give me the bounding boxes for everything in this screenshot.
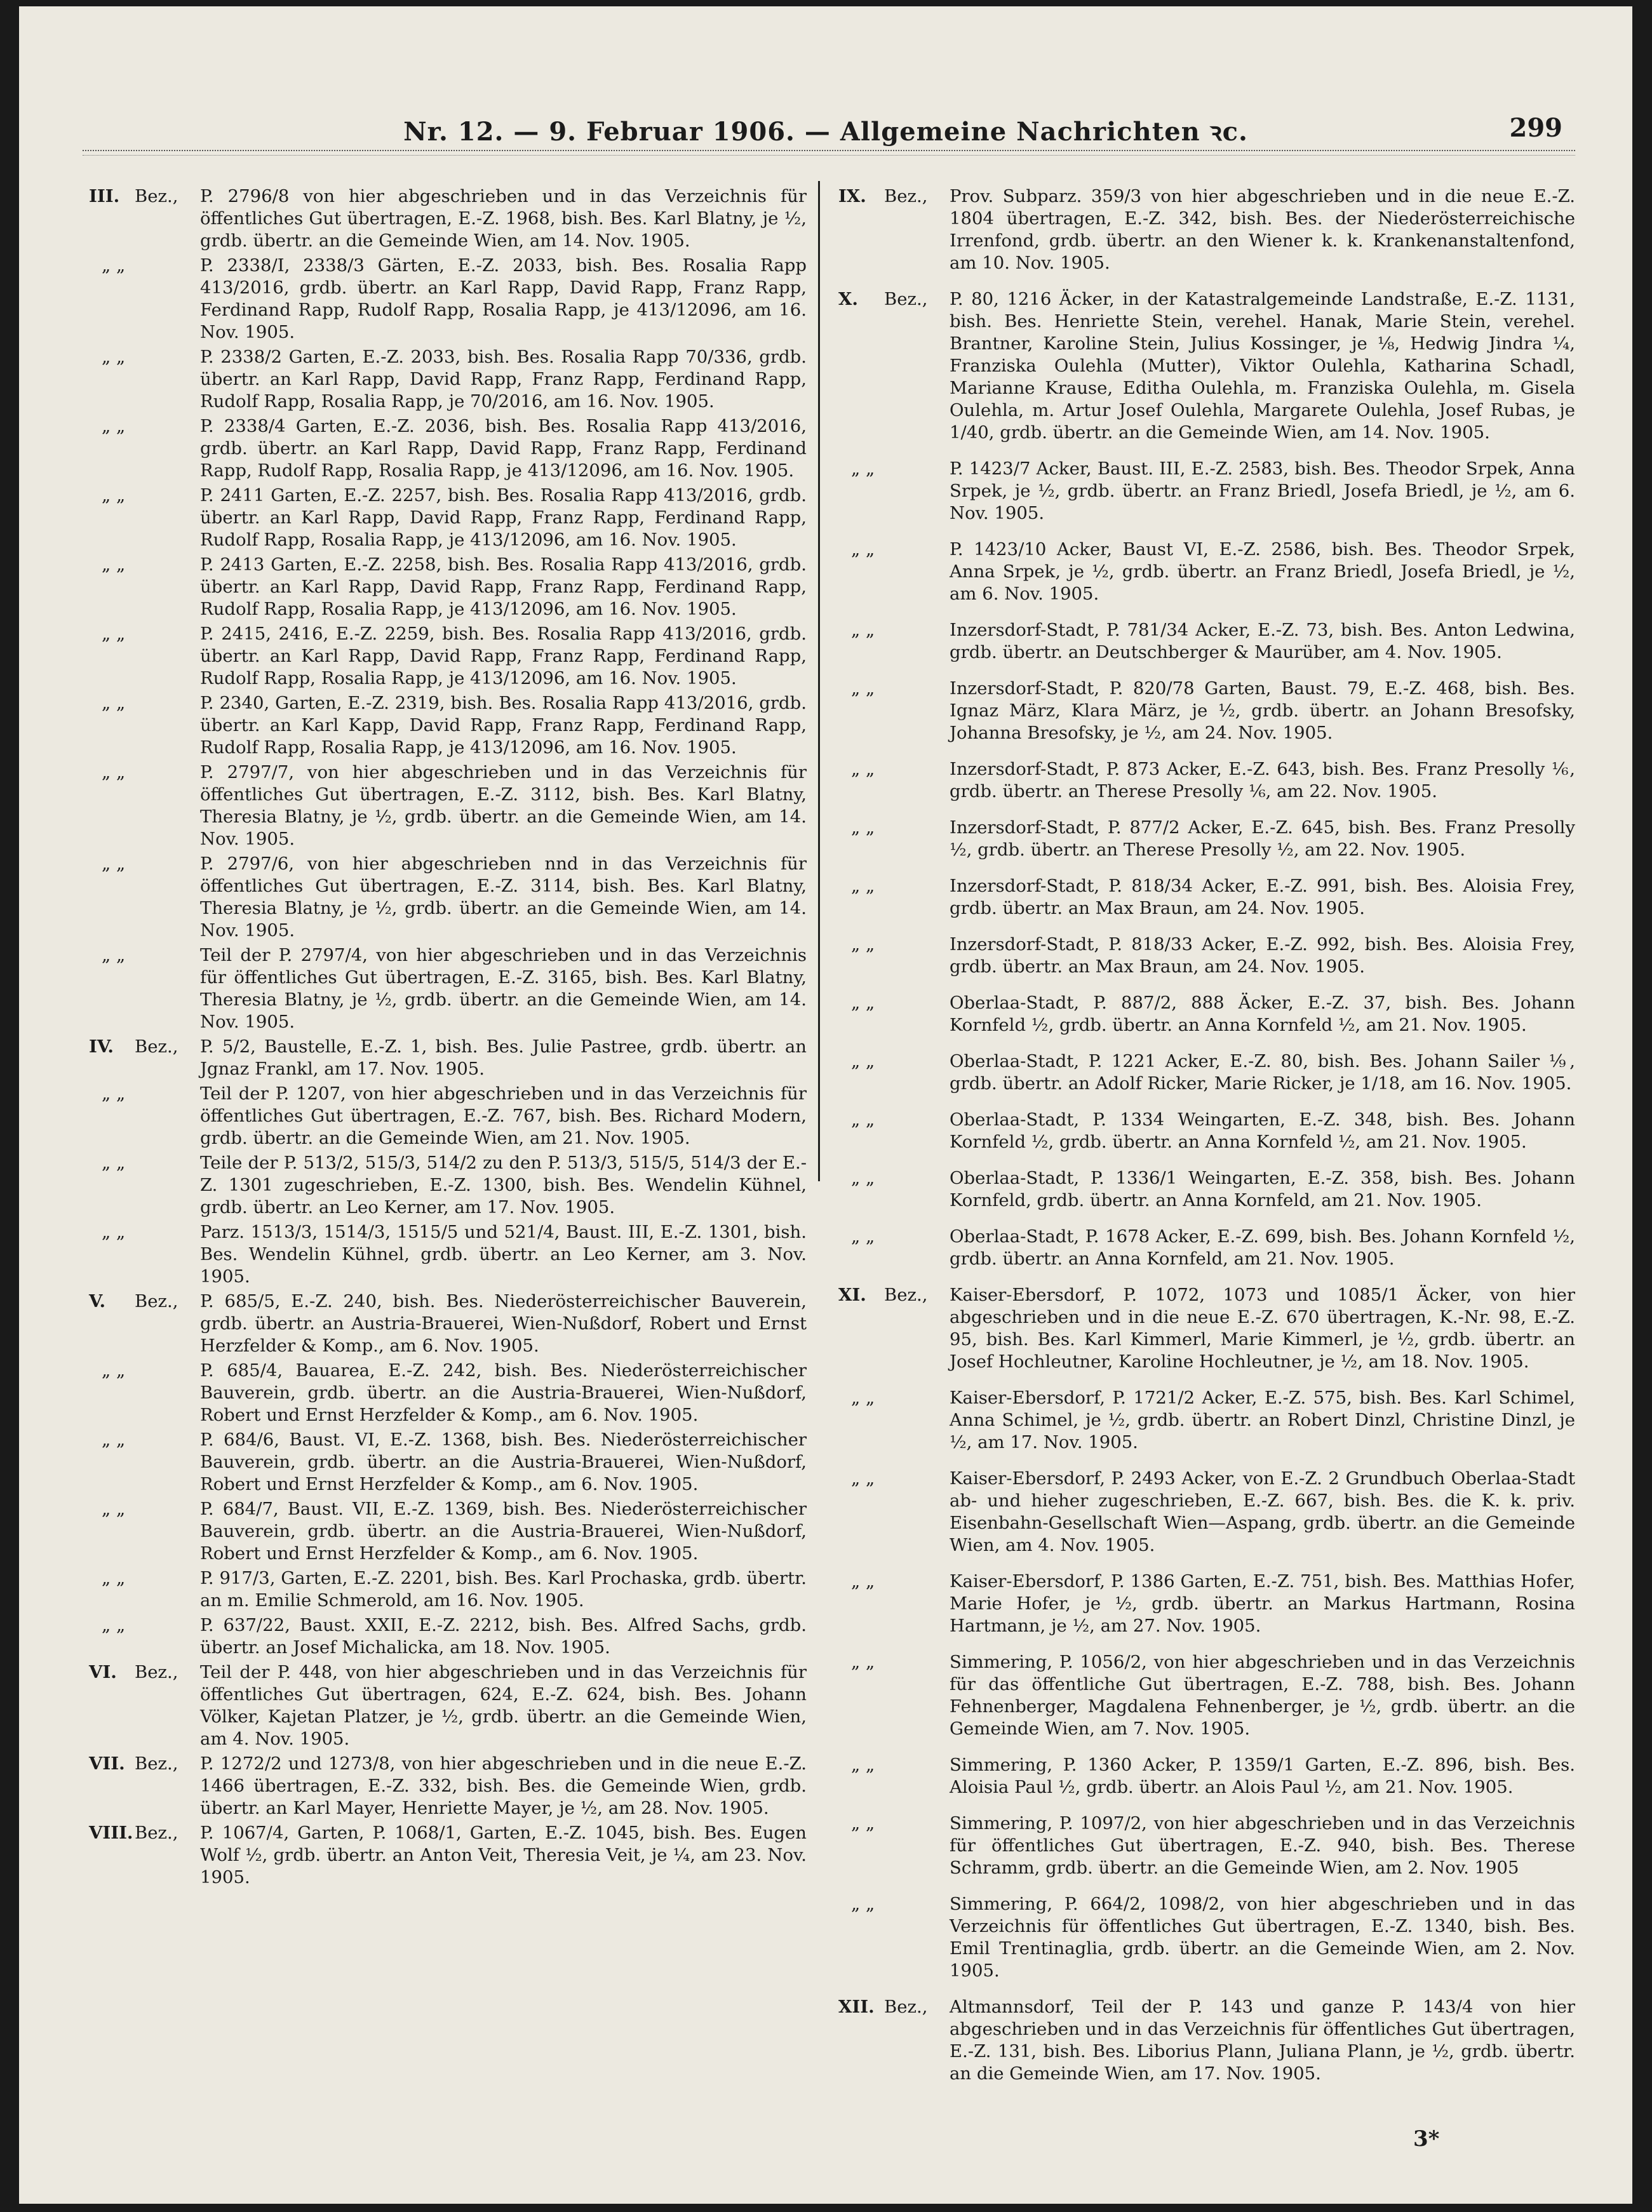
district-abbrev: Bez., [884,289,928,309]
ditto-mark: „ „ [102,1360,126,1381]
district-numeral: V. [89,1291,106,1311]
entry-text: P. 1423/10 Acker, Baust VI, E.-Z. 2586, bish. Bes. Theodor Srpek, Anna Srpek, je ½, grdb. übertr. an Franz Briedl, Josefa Briedl, je ½, am 6. Nov. 1905. [950,539,1575,604]
register-entry [89,1290,807,1357]
entry-text: P. 1067/4, Garten, P. 1068/1, Garten, E.-Z. 1045, bish. Bes. Eugen Wolf ½, grdb. übertr. an Anton Veit, Theresia Veit, je ¼, am 23. Nov. 1905. [200,1823,807,1887]
entry-text: P. 684/6, Baust. VI, E.-Z. 1368, bish. Bes. Niederösterreichischer Bauverein, grdb. übertr. an die Austria-Brauerei, Wien-Nußdorf, Robert und Ernst Herzfelder & Komp., am 6. Nov. 1905. [200,1430,807,1494]
register-entry [838,875,1575,920]
ditto-mark: „ „ [102,255,126,276]
ditto-mark: „ „ [102,1430,126,1450]
entry-label [838,1813,950,1879]
register-entry [89,554,807,620]
entry-label [838,1651,950,1740]
ditto-mark: „ „ [851,1051,875,1071]
district-abbrev: Bez., [884,186,928,206]
register-entry [838,934,1575,978]
register-entry [838,1468,1575,1557]
ditto-mark: „ „ [851,1813,875,1833]
entry-text: Kaiser-Ebersdorf, P. 1072, 1073 und 1085/1 Äcker, von hier abgeschrieben und in die neue E.-Z. 670 übertragen, K.-Nr. 98, E.-Z. 95, bish. Bes. Karl Kimmerl, Marie Kimmerl, je ½, grdb. übertr. an Josef Hochleutner, Karoline Hochleutner, je ½, am 18. Nov. 1905. [950,1285,1575,1372]
entry-text: Inzersdorf-Stadt, P. 877/2 Acker, E.-Z. 645, bish. Bes. Franz Presolly ½, grdb. übertr. an Therese Presolly ½, am 22. Nov. 1905. [950,817,1575,860]
register-entry [89,1661,807,1750]
ditto-mark: „ „ [851,1388,875,1408]
entry-text: P. 2415, 2416, E.-Z. 2259, bish. Bes. Rosalia Rapp 413/2016, grdb. übertr. an Karl Rapp, David Rapp, Franz Rapp, Ferdinand Rapp, Rudolf Rapp, Rosalia Rapp, je 413/12096, am 16. Nov. 1905. [200,624,807,688]
entry-label [838,1050,950,1095]
entry-label [89,853,200,942]
ditto-mark: „ „ [851,1652,875,1672]
ditto-mark: „ „ [102,1083,126,1104]
register-entry [838,458,1575,525]
ditto-mark: „ „ [851,876,875,896]
register-entry [89,346,807,413]
register-entry [838,288,1575,444]
register-entry [89,944,807,1033]
ditto-mark: „ „ [102,347,126,367]
entry-label [89,1753,200,1820]
ditto-mark: „ „ [851,678,875,699]
entry-text: P. 2338/2 Garten, E.-Z. 2033, bish. Bes. Rosalia Rapp 70/336, grdb. übertr. an Karl Rapp, David Rapp, Franz Rapp, Ferdinand Rapp, Rudolf Rapp, Rosalia Rapp, je 70/2016, am 16. Nov. 1905. [200,347,807,412]
register-entry [838,1996,1575,2085]
entry-text: P. 2411 Garten, E.-Z. 2257, bish. Bes. Rosalia Rapp 413/2016, grdb. übertr. an Karl Rapp, David Rapp, Franz Rapp, Ferdinand Rapp, Rudolf Rapp, Rosalia Rapp, je 413/12096, am 16. Nov. 1905. [200,485,807,550]
entry-label [838,817,950,861]
entry-label [838,1571,950,1637]
page-header [19,113,1632,151]
district-numeral: XI. [838,1285,866,1305]
entry-label [838,1754,950,1799]
ditto-mark: „ „ [102,624,126,644]
entry-text: Simmering, P. 664/2, 1098/2, von hier abgeschrieben und in das Verzeichnis für öffentliches Gut übertragen, E.-Z. 1340, bish. Bes. Emil Trentinaglia, grdb. übertr. an die Gemeinde Wien, am 2. Nov. 1905. [950,1894,1575,1981]
right-column [838,185,1575,2099]
register-entry [89,255,807,344]
entry-label [89,623,200,690]
header-title: Nr. 12. — 9. Februar 1906. — Allgemeine Nachrichten ꝛc. [403,117,1248,147]
register-entry [89,1822,807,1889]
entry-text: P. 2338/I, 2338/3 Gärten, E.-Z. 2033, bish. Bes. Rosalia Rapp 413/2016, grdb. übertr. an Karl Rapp, David Rapp, Franz Rapp, Ferdinand Rapp, Rudolf Rapp, Rosalia Rapp, je 413/12096, am 16. Nov. 1905. [200,255,807,342]
ditto-mark: „ „ [851,759,875,779]
entry-label [89,1567,200,1612]
register-entry [838,817,1575,861]
entry-label [838,1167,950,1212]
register-entry [89,1152,807,1219]
entry-label [89,761,200,850]
entry-label [89,185,200,252]
ditto-mark: „ „ [102,762,126,782]
entry-text: P. 637/22, Baust. XXII, E.-Z. 2212, bish. Bes. Alfred Sachs, grdb. übertr. an Josef Michalicka, am 18. Nov. 1905. [200,1615,807,1658]
entry-label [89,485,200,551]
entry-label [838,1226,950,1270]
entry-text: P. 2413 Garten, E.-Z. 2258, bish. Bes. Rosalia Rapp 413/2016, grdb. übertr. an Karl Rapp, David Rapp, Franz Rapp, Ferdinand Rapp, Rudolf Rapp, Rosalia Rapp, je 413/12096, am 16. Nov. 1905. [200,554,807,619]
entry-text: P. 685/4, Bauarea, E.-Z. 242, bish. Bes. Niederösterreichischer Bauverein, grdb. übertr. an die Austria-Brauerei, Wien-Nußdorf, Robert und Ernst Herzfelder & Komp., am 6. Nov. 1905. [200,1360,807,1425]
entry-label [89,1661,200,1750]
register-entry [838,619,1575,664]
register-entry [89,1083,807,1150]
district-abbrev: Bez., [884,1285,928,1305]
ditto-mark: „ „ [102,1153,126,1173]
entry-label [89,944,200,1033]
entry-label [838,1109,950,1153]
district-numeral: VIII. [89,1823,133,1843]
ditto-mark: „ „ [102,945,126,965]
district-abbrev: Bez., [135,1753,178,1774]
ditto-mark: „ „ [851,459,875,479]
register-entry [89,1567,807,1612]
register-entry [838,1893,1575,1982]
entry-text: P. 917/3, Garten, E.-Z. 2201, bish. Bes. Karl Prochaska, grdb. übertr. an m. Emilie Schmerold, am 16. Nov. 1905. [200,1568,807,1611]
register-entry [89,1498,807,1565]
entry-label [89,1822,200,1889]
entry-text: Inzersdorf-Stadt, P. 820/78 Garten, Baust. 79, E.-Z. 468, bish. Bes. Ignaz März, Klara März, je ½, grdb. übertr. an Johann Bresofsky, Johanna Bresofsky, je ½, am 24. Nov. 1905. [950,678,1575,743]
entry-text: Inzersdorf-Stadt, P. 818/34 Acker, E.-Z. 991, bish. Bes. Aloisia Frey, grdb. übertr. an Max Braun, am 24. Nov. 1905. [950,876,1575,918]
entry-text: Kaiser-Ebersdorf, P. 1721/2 Acker, E.-Z. 575, bish. Bes. Karl Schimel, Anna Schimel, je ½, grdb. übertr. an Robert Dinzl, Christine Dinzl, je ½, am 17. Nov. 1905. [950,1388,1575,1452]
register-entry [89,415,807,482]
district-numeral: VI. [89,1662,117,1682]
register-entry [838,678,1575,744]
ditto-mark: „ „ [102,1222,126,1242]
entry-text: Teil der P. 2797/4, von hier abgeschrieben und in das Verzeichnis für öffentliches Gut übertragen, E.-Z. 3165, bish. Bes. Karl Blatny, Theresia Blatny, je ½, grdb. übertr. an die Gemeinde Wien, am 14. Nov. 1905. [200,945,807,1032]
register-entry [89,1036,807,1080]
entry-label [89,1152,200,1219]
page-sheet [19,6,1632,2204]
register-entry [89,1753,807,1820]
page-number: 299 [1509,113,1562,143]
register-entry [89,623,807,690]
entry-label [89,692,200,759]
left-column [89,185,807,1891]
entry-label [838,1284,950,1373]
entry-label [89,1036,200,1080]
district-numeral: X. [838,289,858,309]
entry-text: Simmering, P. 1056/2, von hier abgeschrieben und in das Verzeichnis für das öffentliche Gut übertragen, E.-Z. 788, bish. Bes. Johann Fehnenberger, Magdalena Fehnenberger, je ½, grdb. übertr. an die Gemeinde Wien, am 7. Nov. 1905. [950,1652,1575,1739]
entry-label [838,758,950,803]
district-abbrev: Bez., [135,1662,178,1682]
entry-label [89,1614,200,1659]
entry-label [838,1468,950,1557]
entry-text: Kaiser-Ebersdorf, P. 2493 Acker, von E.-Z. 2 Grundbuch Oberlaa-Stadt ab- und hieher zugeschrieben, E.-Z. 667, bish. Bes. die K. k. priv. Eisenbahn-Gesellschaft Wien—Aspang, grdb. übertr. an die Gemeinde Wien, am 4. Nov. 1905. [950,1468,1575,1555]
register-entry [89,692,807,759]
entry-text: P. 2797/6, von hier abgeschrieben nnd in das Verzeichnis für öffentliches Gut übertragen, E.-Z. 3114, bish. Bes. Karl Blatny, Theresia Blatny, je ½, grdb. übertr. an die Gemeinde Wien, am 14. Nov. 1905. [200,854,807,941]
entry-text: Kaiser-Ebersdorf, P. 1386 Garten, E.-Z. 751, bish. Bes. Matthias Hofer, Marie Hofer, je ½, grdb. übertr. an Markus Hartmann, Rosina Hartmann, je ½, am 27. Nov. 1905. [950,1571,1575,1636]
ditto-mark: „ „ [851,1168,875,1188]
register-entry [838,1167,1575,1212]
header-rule [83,150,1575,156]
ditto-mark: „ „ [851,1226,875,1247]
register-entry [838,1571,1575,1637]
entry-text: Inzersdorf-Stadt, P. 818/33 Acker, E.-Z. 992, bish. Bes. Aloisia Frey, grdb. übertr. an Max Braun, am 24. Nov. 1905. [950,934,1575,977]
ditto-mark: „ „ [102,485,126,506]
district-numeral: XII. [838,1997,875,2017]
register-entry [838,185,1575,274]
entry-label [838,1893,950,1982]
ditto-mark: „ „ [102,1615,126,1635]
ditto-mark: „ „ [851,993,875,1013]
signature-mark: 3* [1413,2126,1440,2152]
entry-text: P. 1423/7 Acker, Baust. III, E.-Z. 2583, bish. Bes. Theodor Srpek, Anna Srpek, je ½, grdb. übertr. an Franz Briedl, Josefa Briedl, je ½, am 6. Nov. 1905. [950,459,1575,523]
entry-label [838,992,950,1036]
register-entry [89,761,807,850]
ditto-mark: „ „ [851,1571,875,1592]
ditto-mark: „ „ [851,539,875,560]
entry-label [89,1221,200,1288]
ditto-mark: „ „ [851,620,875,640]
ditto-mark: „ „ [102,1568,126,1588]
entry-text: Parz. 1513/3, 1514/3, 1515/5 und 521/4, Baust. III, E.-Z. 1301, bish. Bes. Wendelin Kühnel, grdb. übertr. an Leo Kerner, am 3. Nov. 1905. [200,1222,807,1287]
entry-text: Oberlaa-Stadt, P. 1334 Weingarten, E.-Z. 348, bish. Bes. Johann Kornfeld ½, grdb. übertr. an Anna Kornfeld ½, am 21. Nov. 1905. [950,1109,1575,1152]
register-entry [838,1050,1575,1095]
entry-label [838,288,950,444]
district-abbrev: Bez., [135,186,178,206]
entry-text: Inzersdorf-Stadt, P. 873 Acker, E.-Z. 643, bish. Bes. Franz Presolly ⅙, grdb. übertr. an Therese Presolly ⅙, am 22. Nov. 1905. [950,759,1575,801]
entry-label [838,1996,950,2085]
ditto-mark: „ „ [102,854,126,874]
ditto-mark: „ „ [851,1755,875,1775]
entry-label [89,1083,200,1150]
register-entry [838,539,1575,605]
entry-label [838,934,950,978]
column-divider [818,181,820,1181]
ditto-mark: „ „ [102,416,126,436]
entry-text: Simmering, P. 1097/2, von hier abgeschrieben und in das Verzeichnis für öffentliches Gut übertragen, E.-Z. 940, bish. Bes. Therese Schramm, grdb. übertr. an die Gemeinde Wien, am 2. Nov. 1905 [950,1813,1575,1878]
entry-text: P. 2340, Garten, E.-Z. 2319, bish. Bes. Rosalia Rapp 413/2016, grdb. übertr. an Karl Kapp, David Rapp, Franz Rapp, Ferdinand Rapp, Rudolf Rapp, Rosalia Rapp, je 413/12096, am 16. Nov. 1905. [200,693,807,758]
entry-label [89,1498,200,1565]
entry-label [838,539,950,605]
entry-label [838,875,950,920]
entry-label [89,346,200,413]
register-entry [838,758,1575,803]
district-abbrev: Bez., [884,1997,928,2017]
entry-text: P. 1272/2 und 1273/8, von hier abgeschrieben und in die neue E.-Z. 1466 übertragen, E.-Z. 332, bish. Bes. die Gemeinde Wien, grdb. übertr. an Karl Mayer, Henriette Mayer, je ½, am 28. Nov. 1905. [200,1753,807,1818]
entry-text: Oberlaa-Stadt, P. 887/2, 888 Äcker, E.-Z. 37, bish. Bes. Johann Kornfeld ½, grdb. übertr. an Anna Kornfeld ½, am 21. Nov. 1905. [950,993,1575,1035]
entry-label [838,1387,950,1454]
register-entry [89,853,807,942]
ditto-mark: „ „ [851,1468,875,1489]
district-abbrev: Bez., [135,1291,178,1311]
entry-label [838,678,950,744]
district-numeral: III. [89,186,120,206]
ditto-mark: „ „ [851,934,875,955]
district-abbrev: Bez., [135,1036,178,1057]
entry-label [89,1360,200,1426]
entry-text: P. 2797/7, von hier abgeschrieben und in das Verzeichnis für öffentliches Gut übertragen, E.-Z. 3112, bish. Bes. Karl Blatny, Theresia Blatny, je ½, grdb. übertr. an die Gemeinde Wien, am 14. Nov. 1905. [200,762,807,849]
entry-label [89,415,200,482]
entry-label [89,554,200,620]
entry-text: Simmering, P. 1360 Acker, P. 1359/1 Garten, E.-Z. 896, bish. Bes. Aloisia Paul ½, grdb. übertr. an Alois Paul ½, am 21. Nov. 1905. [950,1755,1575,1797]
entry-text: Altmannsdorf, Teil der P. 143 und ganze P. 143/4 von hier abgeschrieben und in das Verzeichnis für öffentliches Gut übertragen, E.-Z. 131, bish. Bes. Liborius Plann, Juliana Plann, je ½, grdb. übertr. an die Gemeinde Wien, am 17. Nov. 1905. [950,1997,1575,2084]
register-entry [89,1360,807,1426]
entry-text: P. 685/5, E.-Z. 240, bish. Bes. Niederösterreichischer Bauverein, grdb. übertr. an Austria-Brauerei, Wien-Nußdorf, Robert und Ernst Herzfelder & Komp., am 6. Nov. 1905. [200,1291,807,1356]
entry-text: Oberlaa-Stadt, P. 1221 Acker, E.-Z. 80, bish. Bes. Johann Sailer ⅑, grdb. übertr. an Adolf Ricker, Marie Ricker, je 1/18, am 16. Nov. 1905. [950,1051,1575,1094]
register-entry [838,1109,1575,1153]
district-numeral: IV. [89,1036,114,1057]
entry-text: Inzersdorf-Stadt, P. 781/34 Acker, E.-Z. 73, bish. Bes. Anton Ledwina, grdb. übertr. an Deutschberger & Maurüber, am 4. Nov. 1905. [950,620,1575,662]
entry-text: P. 2338/4 Garten, E.-Z. 2036, bish. Bes. Rosalia Rapp 413/2016, grdb. übertr. an Karl Rapp, David Rapp, Franz Rapp, Ferdinand Rapp, Rudolf Rapp, Rosalia Rapp, je 413/12096, am 16. Nov. 1905. [200,416,807,481]
register-entry [838,992,1575,1036]
entry-text: Teil der P. 448, von hier abgeschrieben und in das Verzeichnis für öffentliches Gut übertragen, 624, E.-Z. 624, bish. Bes. Johann Völker, Kajetan Platzer, je ½, grdb. übertr. an die Gemeinde Wien, am 4. Nov. 1905. [200,1662,807,1749]
register-entry [838,1754,1575,1799]
entry-label [89,255,200,344]
entry-text: Prov. Subparz. 359/3 von hier abgeschrieben und in die neue E.-Z. 1804 übertragen, E.-Z. 342, bish. Bes. der Niederösterreichische Irrenfond, grdb. übertr. an den Wiener k. k. Krankenanstaltenfond, am 10. Nov. 1905. [950,186,1575,273]
entry-label [89,1290,200,1357]
entry-text: Teile der P. 513/2, 515/3, 514/2 zu den P. 513/3, 515/5, 514/3 der E.-Z. 1301 zugeschrieben, E.-Z. 1300, bish. Bes. Wendelin Kühnel, grdb. übertr. an Leo Kerner, am 17. Nov. 1905. [200,1153,807,1217]
entry-text: Oberlaa-Stadt, P. 1678 Acker, E.-Z. 699, bish. Bes. Johann Kornfeld ½, grdb. übertr. an Anna Kornfeld, am 21. Nov. 1905. [950,1226,1575,1269]
entry-text: P. 5/2, Baustelle, E.-Z. 1, bish. Bes. Julie Pastree, grdb. übertr. an Jgnaz Frankl, am 17. Nov. 1905. [200,1036,807,1079]
district-numeral: IX. [838,186,866,206]
register-entry [89,1614,807,1659]
ditto-mark: „ „ [851,817,875,838]
register-entry [89,185,807,252]
entry-label [838,458,950,525]
ditto-mark: „ „ [851,1894,875,1914]
entry-text: P. 2796/8 von hier abgeschrieben und in das Verzeichnis für öffentliches Gut übertragen, E.-Z. 1968, bish. Bes. Karl Blatny, je ½, grdb. übertr. an die Gemeinde Wien, am 14. Nov. 1905. [200,186,807,251]
entry-label [838,619,950,664]
ditto-mark: „ „ [102,1499,126,1519]
register-entry [838,1284,1575,1373]
register-entry [89,485,807,551]
entry-text: P. 684/7, Baust. VII, E.-Z. 1369, bish. Bes. Niederösterreichischer Bauverein, grdb. übertr. an die Austria-Brauerei, Wien-Nußdorf, Robert und Ernst Herzfelder & Komp., am 6. Nov. 1905. [200,1499,807,1564]
register-entry [89,1429,807,1496]
register-entry [838,1813,1575,1879]
ditto-mark: „ „ [102,554,126,575]
entry-text: Teil der P. 1207, von hier abgeschrieben und in das Verzeichnis für öffentliches Gut übertragen, E.-Z. 767, bish. Bes. Richard Modern, grdb. übertr. an die Gemeinde Wien, am 21. Nov. 1905. [200,1083,807,1148]
entry-label [838,185,950,274]
ditto-mark: „ „ [851,1109,875,1130]
entry-text: Oberlaa-Stadt, P. 1336/1 Weingarten, E.-Z. 358, bish. Bes. Johann Kornfeld, grdb. übertr. an Anna Kornfeld, am 21. Nov. 1905. [950,1168,1575,1210]
district-abbrev: Bez., [135,1823,178,1843]
register-entry [838,1651,1575,1740]
register-entry [838,1226,1575,1270]
register-entry [89,1221,807,1288]
entry-label [89,1429,200,1496]
register-entry [838,1387,1575,1454]
entry-text: P. 80, 1216 Äcker, in der Katastralgemeinde Landstraße, E.-Z. 1131, bish. Bes. Henriette Stein, verehel. Hanak, Marie Stein, verehel. Brantner, Karoline Stein, Julius Kossinger, je ⅛, Hedwig Jindra ¼, Franziska Oulehla (Mutter), Viktor Oulehla, Katharina Schadl, Marianne Krause, Editha Oulehla, m. Franziska Oulehla, m. Gisela Oulehla, m. Artur Josef Oulehla, Margarete Oulehla, Josef Rubas, je 1/40, grdb. übertr. an die Gemeinde Wien, am 14. Nov. 1905. [950,289,1575,443]
district-numeral: VII. [89,1753,125,1774]
ditto-mark: „ „ [102,693,126,713]
